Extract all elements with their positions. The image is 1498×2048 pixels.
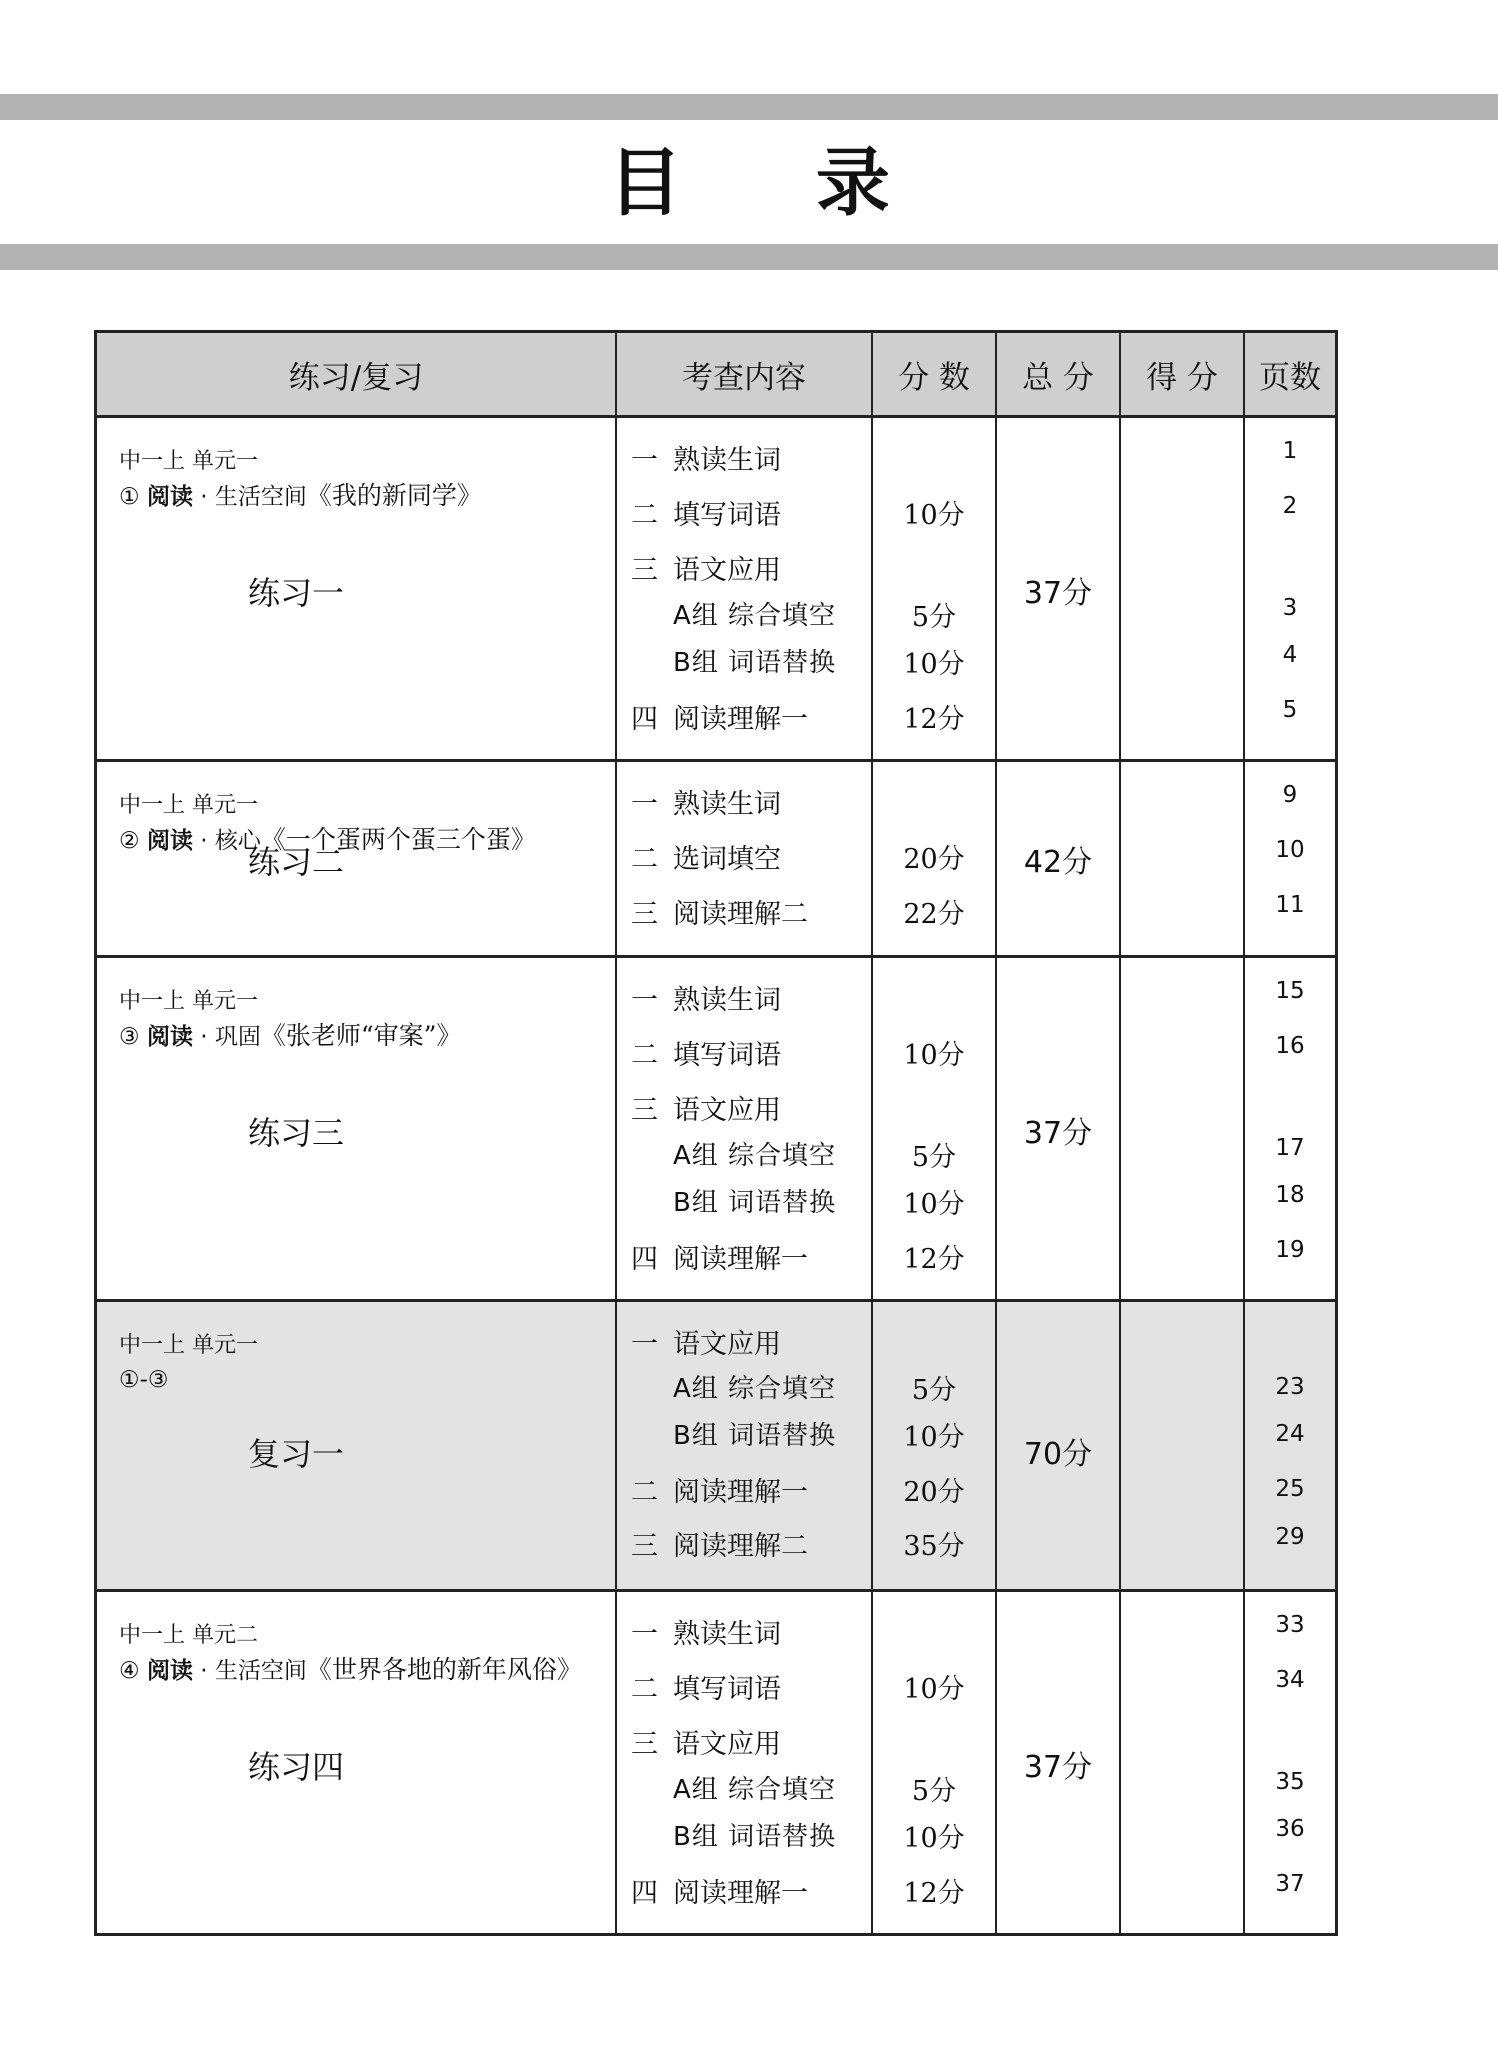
content-cell bbox=[617, 958, 873, 1299]
page-number: 10 bbox=[1275, 837, 1305, 863]
page-title: 目 录 bbox=[608, 140, 944, 226]
page-number: 36 bbox=[1275, 1816, 1305, 1842]
header-score: 分 数 bbox=[873, 333, 997, 415]
page-number: 24 bbox=[1275, 1421, 1305, 1447]
item-text: 熟读生词 bbox=[673, 1619, 781, 1650]
item-number: 三 bbox=[631, 899, 658, 930]
item-text: 熟读生词 bbox=[673, 445, 781, 476]
item-number: 三 bbox=[631, 1531, 658, 1562]
lesson-number: ③ bbox=[119, 1024, 140, 1050]
item-score: 10分 bbox=[903, 1040, 965, 1071]
item-number: 四 bbox=[631, 704, 658, 735]
page-number: 1 bbox=[1282, 438, 1298, 464]
item-score: 22分 bbox=[903, 899, 965, 930]
total-cell bbox=[997, 418, 1121, 759]
lesson-label bbox=[119, 1016, 461, 1052]
lesson-kind: 阅读 bbox=[146, 1024, 193, 1050]
item-text: 阅读理解二 bbox=[673, 899, 808, 930]
page-number: 11 bbox=[1275, 892, 1305, 918]
obtained-score-cell[interactable] bbox=[1121, 1302, 1245, 1589]
header-exercise: 练习/复习 bbox=[97, 333, 617, 415]
lesson-section: · 生活空间 bbox=[192, 484, 307, 510]
unit-label: 中一上 单元一 bbox=[119, 793, 258, 818]
table-row bbox=[97, 1592, 1335, 1933]
score-cell bbox=[873, 1302, 997, 1589]
lesson-kind: 阅读 bbox=[146, 828, 193, 854]
lesson-kind: 阅读 bbox=[146, 1658, 193, 1684]
score-cell bbox=[873, 418, 997, 759]
top-gray-band bbox=[0, 94, 1498, 120]
page-number: 2 bbox=[1282, 493, 1298, 519]
exercise-cell bbox=[97, 1592, 617, 1933]
page-number: 37 bbox=[1275, 1871, 1305, 1897]
header-total: 总 分 bbox=[997, 333, 1121, 415]
total-score: 42分 bbox=[1023, 845, 1093, 880]
item-score: 20分 bbox=[903, 844, 965, 875]
score-cell bbox=[873, 1592, 997, 1933]
lesson-number: ④ bbox=[119, 1658, 140, 1684]
item-text: 阅读理解二 bbox=[673, 1531, 808, 1562]
exercise-name: 练习三 bbox=[247, 1114, 344, 1152]
total-cell bbox=[997, 958, 1121, 1299]
item-text: B组 词语替换 bbox=[673, 1822, 837, 1852]
page-cell bbox=[1245, 1302, 1335, 1589]
item-score: 35分 bbox=[903, 1531, 965, 1562]
item-number: 一 bbox=[631, 1619, 658, 1650]
item-number: 二 bbox=[631, 1674, 658, 1705]
item-score: 5分 bbox=[911, 1776, 957, 1807]
item-text: B组 词语替换 bbox=[673, 1188, 837, 1218]
item-text: A组 综合填空 bbox=[673, 1374, 837, 1404]
item-number: 三 bbox=[631, 1095, 658, 1126]
item-number: 一 bbox=[631, 445, 658, 476]
item-score: 10分 bbox=[903, 1823, 965, 1854]
item-score: 5分 bbox=[911, 1375, 957, 1406]
total-cell bbox=[997, 762, 1121, 955]
item-number: 一 bbox=[631, 985, 658, 1016]
item-number: 二 bbox=[631, 1477, 658, 1508]
lesson-title: 《张老师“审案”》 bbox=[260, 1021, 462, 1050]
item-number: 一 bbox=[631, 1329, 658, 1360]
header-page: 页数 bbox=[1259, 359, 1321, 396]
obtained-score-cell[interactable] bbox=[1121, 1592, 1245, 1933]
item-score: 12分 bbox=[903, 1878, 965, 1909]
total-score: 37分 bbox=[1023, 1116, 1093, 1151]
page-number: 34 bbox=[1275, 1667, 1305, 1693]
lesson-title: 《世界各地的新年风俗》 bbox=[306, 1655, 582, 1684]
item-score: 10分 bbox=[903, 1189, 965, 1220]
exercise-name: 复习一 bbox=[247, 1435, 344, 1473]
exercise-name: 练习四 bbox=[247, 1748, 344, 1786]
content-cell bbox=[617, 762, 873, 955]
lesson-number: ①-③ bbox=[119, 1367, 169, 1393]
exercise-name: 练习一 bbox=[247, 574, 344, 612]
item-text: 阅读理解一 bbox=[673, 1477, 808, 1508]
toc-table bbox=[94, 330, 1338, 1936]
page-number: 33 bbox=[1275, 1612, 1305, 1638]
table-row bbox=[97, 1302, 1335, 1592]
item-number: 三 bbox=[631, 1729, 658, 1760]
exercise-cell bbox=[97, 762, 617, 955]
score-cell bbox=[873, 762, 997, 955]
obtained-score-cell[interactable] bbox=[1121, 418, 1245, 759]
item-score: 10分 bbox=[903, 500, 965, 531]
page-cell bbox=[1245, 958, 1335, 1299]
table-row bbox=[97, 958, 1335, 1302]
item-text: 选词填空 bbox=[673, 844, 781, 875]
lesson-label bbox=[119, 1364, 169, 1393]
item-text: B组 词语替换 bbox=[673, 1421, 837, 1451]
item-text: A组 综合填空 bbox=[673, 1775, 837, 1805]
lesson-kind: 阅读 bbox=[146, 484, 193, 510]
page-number: 4 bbox=[1282, 642, 1298, 668]
total-score: 37分 bbox=[1023, 576, 1093, 611]
item-text: 语文应用 bbox=[673, 1095, 781, 1126]
unit-label: 中一上 单元一 bbox=[119, 449, 258, 474]
page-cell bbox=[1245, 762, 1335, 955]
lesson-number: ① bbox=[119, 484, 140, 510]
lesson-section: · 生活空间 bbox=[192, 1658, 307, 1684]
lesson-title: 《一个蛋两个蛋三个蛋》 bbox=[260, 825, 536, 854]
lesson-label bbox=[119, 476, 482, 512]
item-score: 5分 bbox=[911, 602, 957, 633]
unit-label: 中一上 单元二 bbox=[119, 1623, 258, 1648]
lesson-section: · 核心 bbox=[192, 828, 261, 854]
content-cell bbox=[617, 1592, 873, 1933]
page-number: 16 bbox=[1275, 1033, 1305, 1059]
item-score: 10分 bbox=[903, 649, 965, 680]
item-score: 12分 bbox=[903, 1244, 965, 1275]
item-score: 10分 bbox=[903, 1422, 965, 1453]
item-text: 语文应用 bbox=[673, 1729, 781, 1760]
total-score: 70分 bbox=[1023, 1437, 1093, 1472]
unit-label: 中一上 单元一 bbox=[119, 1333, 258, 1358]
item-number: 二 bbox=[631, 500, 658, 531]
header-obtained: 得 分 bbox=[1121, 333, 1245, 415]
item-score: 12分 bbox=[903, 704, 965, 735]
total-cell bbox=[997, 1302, 1121, 1589]
total-score: 37分 bbox=[1023, 1750, 1093, 1785]
table-body bbox=[97, 418, 1335, 1933]
page-number: 3 bbox=[1282, 595, 1298, 621]
page-number: 17 bbox=[1275, 1135, 1305, 1161]
item-text: 语文应用 bbox=[673, 555, 781, 586]
item-number: 三 bbox=[631, 555, 658, 586]
item-number: 四 bbox=[631, 1878, 658, 1909]
table-header bbox=[97, 333, 1335, 418]
table-row bbox=[97, 418, 1335, 762]
page-number: 5 bbox=[1282, 697, 1298, 723]
lesson-label bbox=[119, 1650, 582, 1686]
page-number: 15 bbox=[1275, 978, 1305, 1004]
page-cell bbox=[1245, 418, 1335, 759]
obtained-score-cell[interactable] bbox=[1121, 762, 1245, 955]
item-text: 熟读生词 bbox=[673, 985, 781, 1016]
total-cell bbox=[997, 1592, 1121, 1933]
item-text: 阅读理解一 bbox=[673, 704, 808, 735]
exercise-name: 练习二 bbox=[247, 843, 344, 881]
item-text: 阅读理解一 bbox=[673, 1878, 808, 1909]
item-number: 二 bbox=[631, 844, 658, 875]
page-number: 18 bbox=[1275, 1182, 1305, 1208]
page-number: 9 bbox=[1282, 782, 1298, 808]
item-text: 填写词语 bbox=[673, 1674, 781, 1705]
bottom-gray-band bbox=[0, 244, 1498, 270]
obtained-score-cell[interactable] bbox=[1121, 958, 1245, 1299]
item-score: 20分 bbox=[903, 1477, 965, 1508]
item-score: 5分 bbox=[911, 1142, 957, 1173]
item-number: 一 bbox=[631, 789, 658, 820]
item-text: B组 词语替换 bbox=[673, 648, 837, 678]
unit-label: 中一上 单元一 bbox=[119, 989, 258, 1014]
page-number: 19 bbox=[1275, 1237, 1305, 1263]
lesson-title: 《我的新同学》 bbox=[306, 481, 482, 510]
page-cell bbox=[1245, 1592, 1335, 1933]
item-number: 四 bbox=[631, 1244, 658, 1275]
lesson-section: · 巩固 bbox=[192, 1024, 261, 1050]
page-number: 25 bbox=[1275, 1476, 1305, 1502]
score-cell bbox=[873, 958, 997, 1299]
exercise-cell bbox=[97, 1302, 617, 1589]
item-number: 二 bbox=[631, 1040, 658, 1071]
page-number: 23 bbox=[1275, 1374, 1305, 1400]
item-text: 填写词语 bbox=[673, 1040, 781, 1071]
content-cell bbox=[617, 1302, 873, 1589]
item-text: A组 综合填空 bbox=[673, 601, 837, 631]
table-row bbox=[97, 762, 1335, 958]
page-number: 29 bbox=[1275, 1524, 1305, 1550]
item-text: 语文应用 bbox=[673, 1329, 781, 1360]
item-score: 10分 bbox=[903, 1674, 965, 1705]
exercise-cell bbox=[97, 418, 617, 759]
header-content: 考查内容 bbox=[617, 333, 873, 415]
page-number: 35 bbox=[1275, 1769, 1305, 1795]
item-text: 填写词语 bbox=[673, 500, 781, 531]
lesson-number: ② bbox=[119, 828, 140, 854]
exercise-cell bbox=[97, 958, 617, 1299]
item-text: 阅读理解一 bbox=[673, 1244, 808, 1275]
item-text: A组 综合填空 bbox=[673, 1141, 837, 1171]
content-cell bbox=[617, 418, 873, 759]
item-text: 熟读生词 bbox=[673, 789, 781, 820]
